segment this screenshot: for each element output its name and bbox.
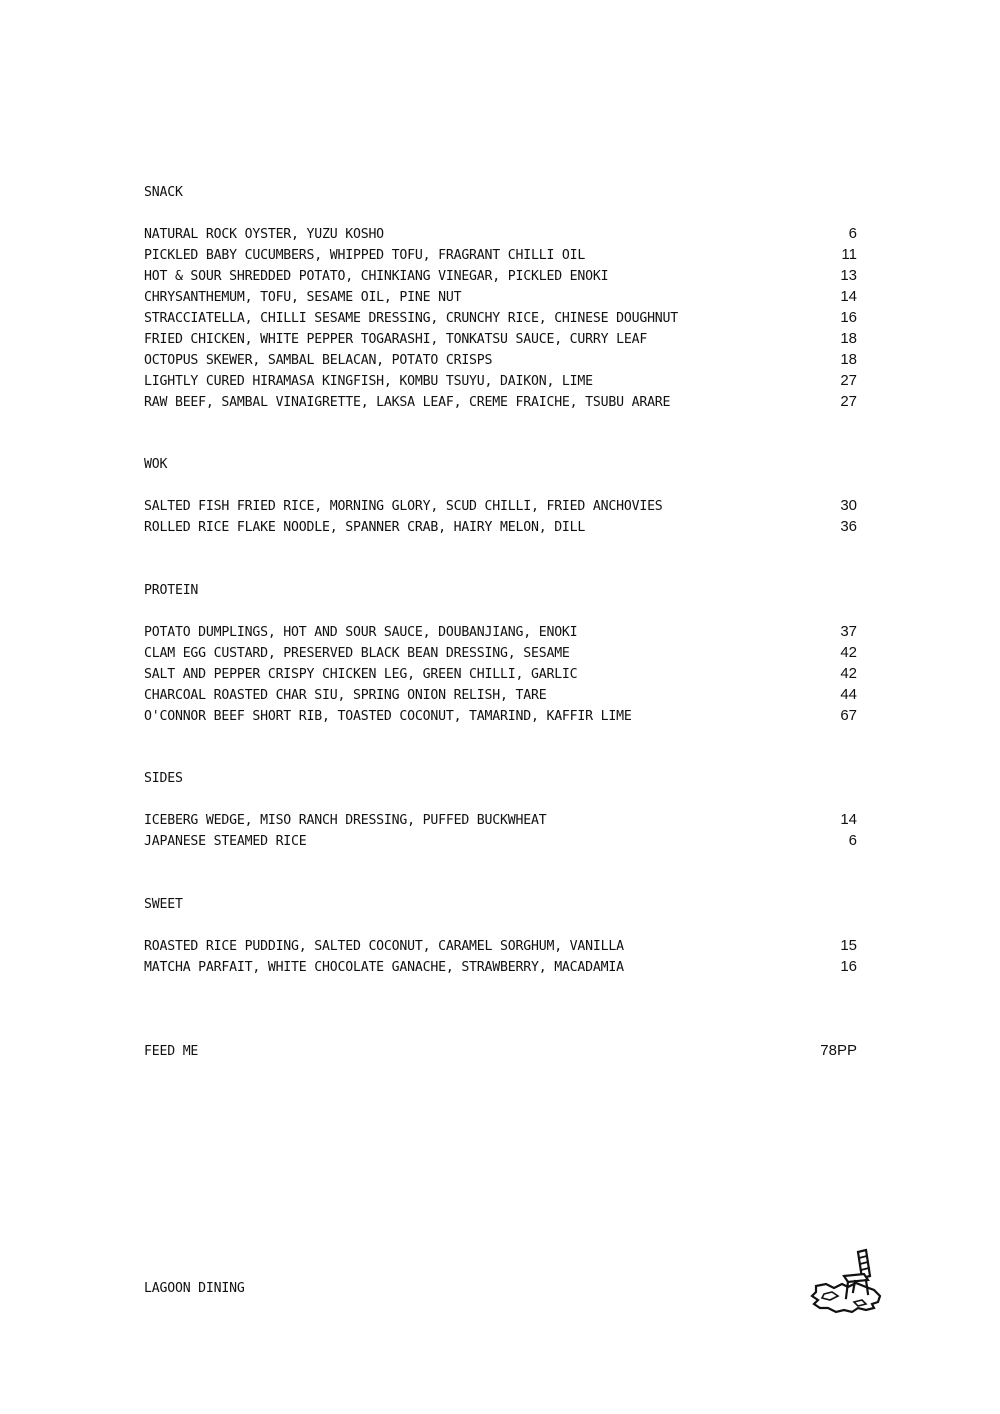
item-name: STRACCIATELLA, CHILLI SESAME DRESSING, CRUNCHY RICE, CHINESE DOUGHNUT xyxy=(144,311,679,326)
menu-item xyxy=(144,644,857,665)
item-name: CHRYSANTHEMUM, TOFU, SESAME OIL, PINE NUT xyxy=(144,290,462,305)
item-price: 13 xyxy=(840,267,857,284)
item-name: ICEBERG WEDGE, MISO RANCH DRESSING, PUFFED BUCKWHEAT xyxy=(144,813,547,828)
menu-item xyxy=(144,372,857,393)
item-name: POTATO DUMPLINGS, HOT AND SOUR SAUCE, DOUBANJIANG, ENOKI xyxy=(144,625,578,640)
item-name: FRIED CHICKEN, WHITE PEPPER TOGARASHI, TONKATSU SAUCE, CURRY LEAF xyxy=(144,332,648,347)
item-price: 27 xyxy=(840,393,857,410)
item-name: LIGHTLY CURED HIRAMASA KINGFISH, KOMBU TSUYU, DAIKON, LIME xyxy=(144,374,593,389)
item-price: 18 xyxy=(840,351,857,368)
menu-item xyxy=(144,958,857,979)
item-price: 44 xyxy=(840,686,857,703)
menu-item xyxy=(144,351,857,372)
item-price: 27 xyxy=(840,372,857,389)
menu-item xyxy=(144,330,857,351)
menu-item xyxy=(144,937,857,958)
item-name: PICKLED BABY CUCUMBERS, WHIPPED TOFU, FRAGRANT CHILLI OIL xyxy=(144,248,586,263)
section-title-snack: SNACK xyxy=(144,185,183,200)
menu-item xyxy=(144,309,857,330)
menu-item xyxy=(144,288,857,309)
item-name: SALTED FISH FRIED RICE, MORNING GLORY, SCUD CHILLI, FRIED ANCHOVIES xyxy=(144,499,663,514)
item-name: NATURAL ROCK OYSTER, YUZU KOSHO xyxy=(144,227,384,242)
item-price: 6 xyxy=(848,225,857,242)
item-price: 42 xyxy=(840,665,857,682)
menu-item xyxy=(144,267,857,288)
item-name: RAW BEEF, SAMBAL VINAIGRETTE, LAKSA LEAF, CREME FRAICHE, TSUBU ARARE xyxy=(144,395,671,410)
menu-item xyxy=(144,686,857,707)
menu-item xyxy=(144,665,857,686)
section-title-protein: PROTEIN xyxy=(144,583,199,598)
item-price: 11 xyxy=(841,246,857,263)
item-price: 16 xyxy=(840,958,857,975)
item-price: 30 xyxy=(840,497,857,514)
item-price: 16 xyxy=(840,309,857,326)
menu-item xyxy=(144,707,857,728)
item-name: MATCHA PARFAIT, WHITE CHOCOLATE GANACHE, STRAWBERRY, MACADAMIA xyxy=(144,960,624,975)
item-name: JAPANESE STEAMED RICE xyxy=(144,834,307,849)
menu-item xyxy=(144,497,857,518)
item-price: 14 xyxy=(840,811,857,828)
item-price: 14 xyxy=(840,288,857,305)
item-name: ROLLED RICE FLAKE NOODLE, SPANNER CRAB, HAIRY MELON, DILL xyxy=(144,520,586,535)
restaurant-name: LAGOON DINING xyxy=(144,1281,245,1296)
section-title-sides: SIDES xyxy=(144,771,183,786)
item-name: O'CONNOR BEEF SHORT RIB, TOASTED COCONUT, TAMARIND, KAFFIR LIME xyxy=(144,709,632,724)
feed-me-price: 78PP xyxy=(820,1042,857,1059)
item-price: 18 xyxy=(840,330,857,347)
item-name: ROASTED RICE PUDDING, SALTED COCONUT, CARAMEL SORGHUM, VANILLA xyxy=(144,939,624,954)
item-price: 42 xyxy=(840,644,857,661)
section-title-wok: WOK xyxy=(144,457,168,472)
item-name: CLAM EGG CUSTARD, PRESERVED BLACK BEAN DRESSING, SESAME xyxy=(144,646,570,661)
feed-me-row xyxy=(144,1042,857,1063)
chair-in-puddle-icon xyxy=(808,1246,884,1318)
item-price: 15 xyxy=(840,937,857,954)
item-price: 6 xyxy=(848,832,857,849)
item-name: OCTOPUS SKEWER, SAMBAL BELACAN, POTATO CRISPS xyxy=(144,353,493,368)
item-price: 67 xyxy=(840,707,857,724)
feed-me-label: FEED ME xyxy=(144,1044,199,1059)
item-name: HOT & SOUR SHREDDED POTATO, CHINKIANG VINEGAR, PICKLED ENOKI xyxy=(144,269,609,284)
menu-item xyxy=(144,811,857,832)
menu-item xyxy=(144,518,857,539)
menu-item xyxy=(144,623,857,644)
menu-item xyxy=(144,832,857,853)
menu-item xyxy=(144,225,857,246)
menu-item xyxy=(144,393,857,414)
section-title-sweet: SWEET xyxy=(144,897,183,912)
item-price: 37 xyxy=(840,623,857,640)
item-price: 36 xyxy=(840,518,857,535)
item-name: SALT AND PEPPER CRISPY CHICKEN LEG, GREEN CHILLI, GARLIC xyxy=(144,667,578,682)
item-name: CHARCOAL ROASTED CHAR SIU, SPRING ONION RELISH, TARE xyxy=(144,688,547,703)
menu-item xyxy=(144,246,857,267)
